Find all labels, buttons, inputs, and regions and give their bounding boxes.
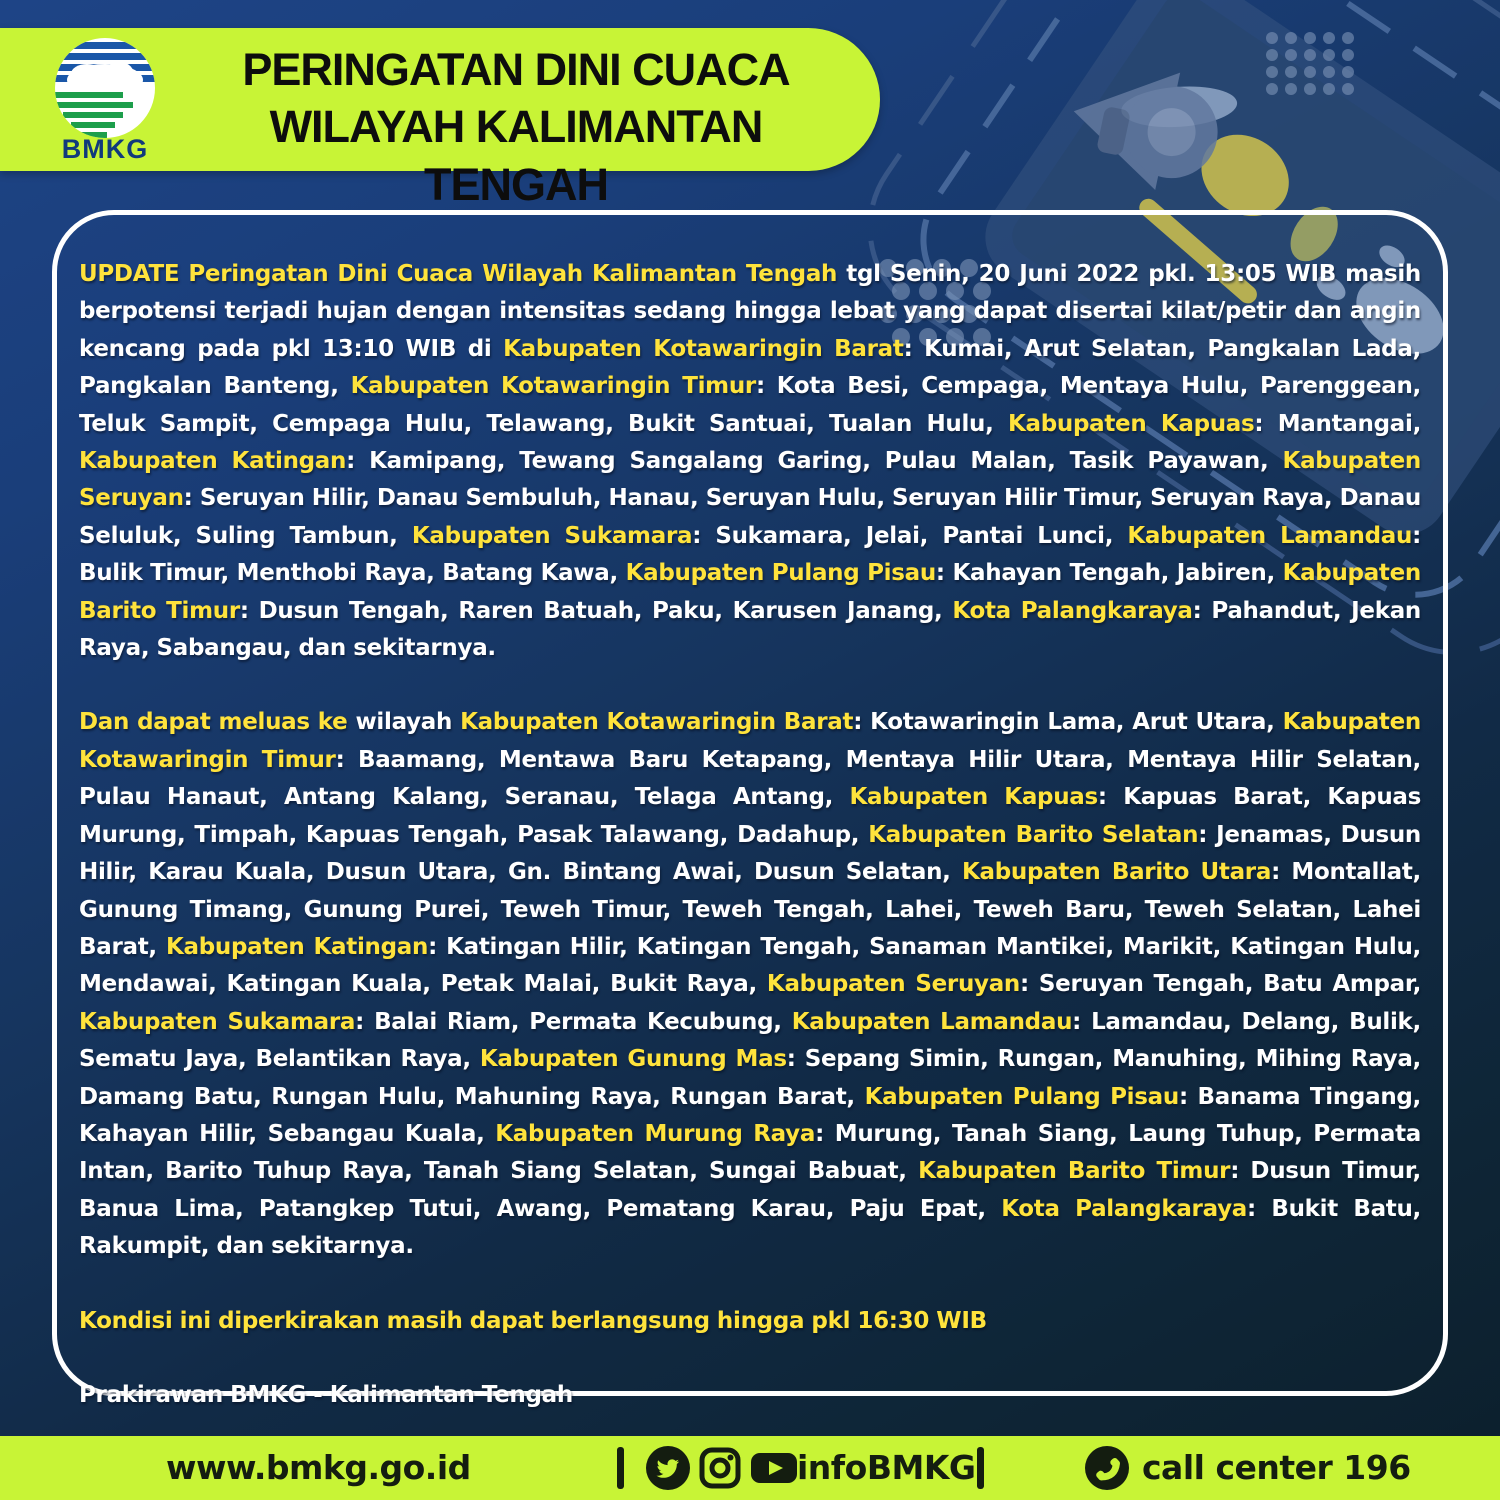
title-line-1: PERINGATAN DINI CUACA [242, 44, 790, 95]
warning-paragraph-expansion: Dan dapat meluas ke wilayah Kabupaten Kotawaringin Barat: Kotawaringin Lama, Arut Utara, Kabupaten Kotawaringin Timur: Baamang, Mentawa Baru Ketapang, Mentaya Hilir Utara, Mentaya Hilir Selatan, Pulau Hanaut, Antang Kalang, Seranau, Telaga Antang, Kabupaten Kapuas: Kapuas Barat, Kapuas Murung, Timpah, Kapuas Tengah, Pasak Talawang, Dadahup, Kabupaten Barito Selatan: Jenamas, Dusun Hilir, Karau Kuala, Dusun Utara, Gn. Bintang Awai, Dusun Selatan, Kabupaten Barito Utara: Montallat, Gunung Timang, Gunung Purei, Teweh Timur, Teweh Tengah, Lahei, Teweh Baru, Teweh Selatan, Lahei Barat, Kabupaten Katingan: Katingan Hilir, Katingan Tengah, Sanaman Mantikei, Marikit, Katingan Hulu, Mendawai, Katingan Kuala, Petak Malai, Bukit Raya, Kabupaten Seruyan: Seruyan Tengah, Batu Ampar, Kabupaten Sukamara: Balai Riam, Permata Kecubung, Kabupaten Lamandau: Lamandau, Delang, Bulik, Sematu Jaya, Belantikan Raya, Kabupaten Gunung Mas: Sepang Simin, Rungan, Manuhing, Mihing Raya, Damang Batu, Rungan Hulu, Mahuning Raya, Rungan Barat, Kabupaten Pulang Pisau: Banama Tingang, Kahayan Hilir, Sebangau Kuala, Kabupaten Murung Raya: Murung, Tanah Siang, Laung Tuhup, Permata Intan, Barito Tuhup Raya, Tanah Siang Selatan, Sungai Babuat, Kabupaten Barito Timur: Dusun Timur, Banua Lima, Patangkep Tutui, Awang, Pematang Karau, Paju Epat, Kota Palangkaraya: Bukit Batu, Rakumpit, dan sekitarnya. [79, 709, 1422, 1260]
phone-icon [1084, 1445, 1130, 1491]
warning-content [79, 256, 1421, 1451]
validity-note: Kondisi ini diperkirakan masih dapat berlangsung hingga pkl 16:30 WIB [79, 1307, 987, 1334]
page-title [178, 42, 854, 214]
social-handle-label: infoBMKG [797, 1448, 976, 1487]
header-banner [0, 28, 880, 210]
call-center-label: call center 196 [1142, 1448, 1411, 1487]
forecaster-signature: Prakirawan BMKG - Kalimantan Tengah [79, 1381, 573, 1408]
title-line-2: WILAYAH KALIMANTAN TENGAH [269, 101, 763, 210]
bmkg-logo [34, 36, 176, 163]
footer-separator [977, 1447, 984, 1489]
warning-paragraph-current: UPDATE Peringatan Dini Cuaca Wilayah Kalimantan Tengah tgl Senin, 20 Juni 2022 pkl. 13:05 WIB masih berpotensi terjadi hujan dengan intensitas sedang hingga lebat yang dapat disertai kilat/petir dan angin kencang pada pkl 13:10 WIB di Kabupaten Kotawaringin Barat: Kumai, Arut Selatan, Pangkalan Lada, Pangkalan Banteng, Kabupaten Kotawaringin Timur: Kota Besi, Cempaga, Mentaya Hulu, Parenggean, Teluk Sampit, Cempaga Hulu, Telawang, Bukit Santuai, Tualan Hulu, Kabupaten Kapuas: Mantangai, Kabupaten Katingan: Kamipang, Tewang Sangalang Garing, Pulau Malan, Tasik Payawan, Kabupaten Seruyan: Seruyan Hilir, Danau Sembuluh, Hanau, Seruyan Hulu, Seruyan Hilir Timur, Seruyan Raya, Danau Seluluk, Suling Tambun, Kabupaten Sukamara: Sukamara, Jelai, Pantai Lunci, Kabupaten Lamandau: Bulik Timur, Menthobi Raya, Batang Kawa, Kabupaten Pulang Pisau: Kahayan Tengah, Jabiren, Kabupaten Barito Timur: Dusun Tengah, Raren Batuah, Paku, Karusen Janang, Kota Palangkaraya: Pahandut, Jekan Raya, Sabangau, dan sekitarnya. [79, 261, 1422, 662]
instagram-icon[interactable] [697, 1445, 743, 1491]
footer-bar [0, 1436, 1500, 1500]
twitter-icon[interactable] [645, 1445, 691, 1491]
website-link[interactable]: www.bmkg.go.id [166, 1448, 471, 1487]
footer-separator [617, 1447, 624, 1489]
bmkg-logo-icon [53, 36, 157, 140]
youtube-icon[interactable] [749, 1445, 799, 1491]
bmkg-logo-label: BMKG [61, 134, 149, 164]
